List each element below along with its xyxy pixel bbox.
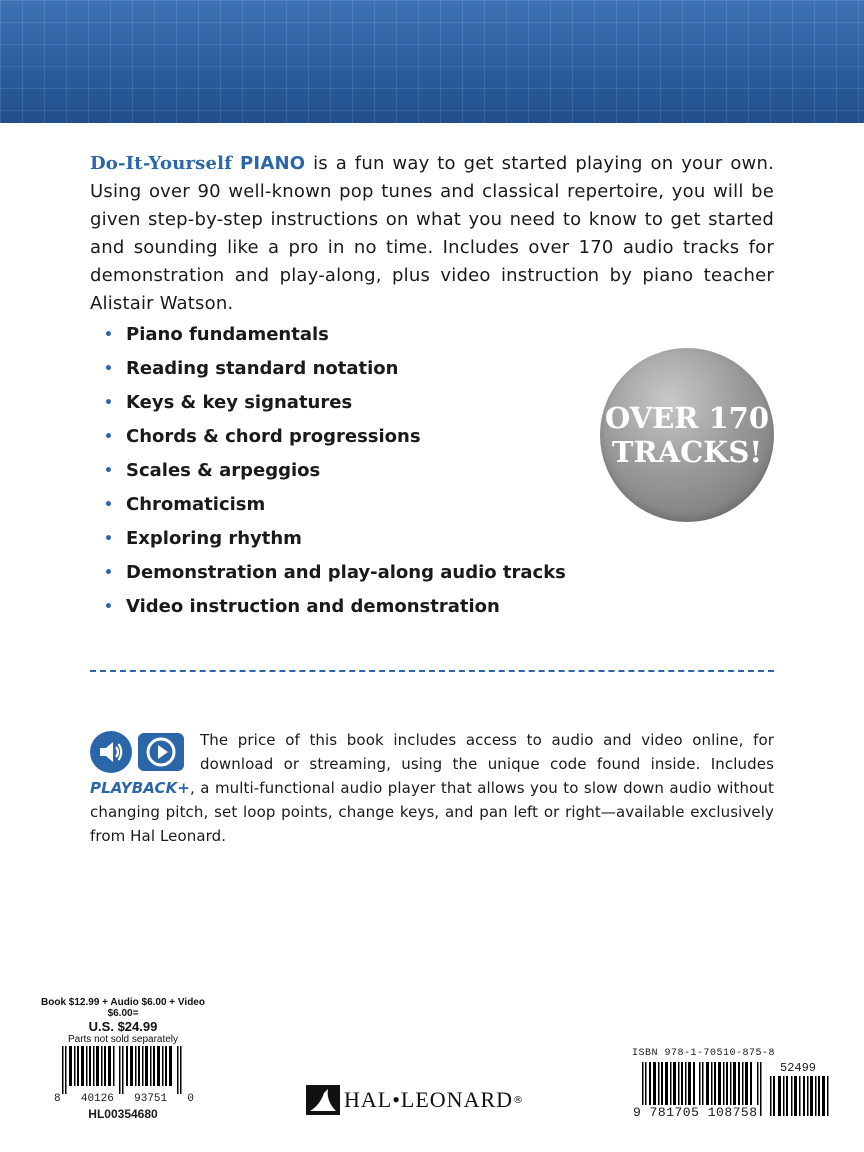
isbn-digits: 9 781705 108758 xyxy=(633,1105,758,1120)
brand-instrument: PIANO xyxy=(240,153,306,174)
list-item: • Exploring rhythm xyxy=(104,522,566,556)
price-box xyxy=(30,997,216,1045)
list-item: • Demonstration and play-along audio tracks xyxy=(104,556,566,590)
list-item: • Scales & arpeggios xyxy=(104,454,566,488)
bullet-icon: • xyxy=(104,429,113,445)
badge-line1: OVER 170 xyxy=(604,401,770,435)
bullet-icon: • xyxy=(104,327,113,343)
price-total: U.S. $24.99 xyxy=(88,1019,158,1034)
price-code: 52499 xyxy=(780,1061,817,1075)
upc-barcode xyxy=(62,1046,182,1094)
upc-digits: 8 40126 93751 0 xyxy=(54,1093,194,1105)
top-banner xyxy=(0,0,864,123)
bullet-icon: • xyxy=(104,565,113,581)
list-item: • Chromaticism xyxy=(104,488,566,522)
publisher-name: HAL•LEONARD xyxy=(344,1087,514,1112)
bullet-icon: • xyxy=(104,599,113,615)
price-breakdown: Book $12.99 + Audio $6.00 + Video $6.00= xyxy=(41,997,205,1019)
list-item: • Chords & chord progressions xyxy=(104,420,566,454)
registered-mark: ® xyxy=(513,1094,524,1106)
hl-product-code: HL00354680 xyxy=(88,1107,158,1121)
playback-brand: PLAYBACK+ xyxy=(90,779,190,797)
intro-paragraph xyxy=(90,150,774,318)
isbn-label: ISBN 978-1-70510-875-8 xyxy=(632,1048,776,1059)
list-item: • Piano fundamentals xyxy=(104,318,566,352)
feature-list xyxy=(104,318,566,624)
bullet-icon: • xyxy=(104,497,113,513)
list-item: • Reading standard notation xyxy=(104,352,566,386)
list-item: • Keys & key signatures xyxy=(104,386,566,420)
intro-text: is a fun way to get started playing on your own. Using over 90 well-known pop tunes and classical repertoire, you will be given step-by-step instructions on what you need to know to get started and sounding like a pro in no time. Includes over 170 audio tracks for demonstration and play-along, plus video instruction by piano teacher Alistair Watson. xyxy=(90,153,775,314)
bullet-icon: • xyxy=(104,463,113,479)
dashed-divider xyxy=(90,670,774,672)
list-item: • Video instruction and demonstration xyxy=(104,590,566,624)
brand-title: Do-It-Yourself xyxy=(90,153,233,174)
bullet-icon: • xyxy=(104,395,113,411)
access-text-after: , a multi-functional audio player that allows you to slow down audio without changing pitch, set loop points, change keys, and pan left or right—available exclusively from Hal Leonard. xyxy=(90,779,774,845)
hal-leonard-logo-mark xyxy=(306,1085,340,1115)
price-barcode xyxy=(770,1076,832,1116)
price-note: Parts not sold separately xyxy=(67,1034,179,1045)
bullet-icon: • xyxy=(104,361,113,377)
tracks-badge xyxy=(600,348,774,522)
hal-leonard-logo xyxy=(306,1085,523,1115)
badge-line2: TRACKS! xyxy=(611,435,763,469)
access-text-before: The price of this book includes access to audio and video online, for download or streaming, using the unique code found inside. Includes xyxy=(200,731,774,773)
access-paragraph xyxy=(90,728,774,848)
bullet-icon: • xyxy=(104,531,113,547)
